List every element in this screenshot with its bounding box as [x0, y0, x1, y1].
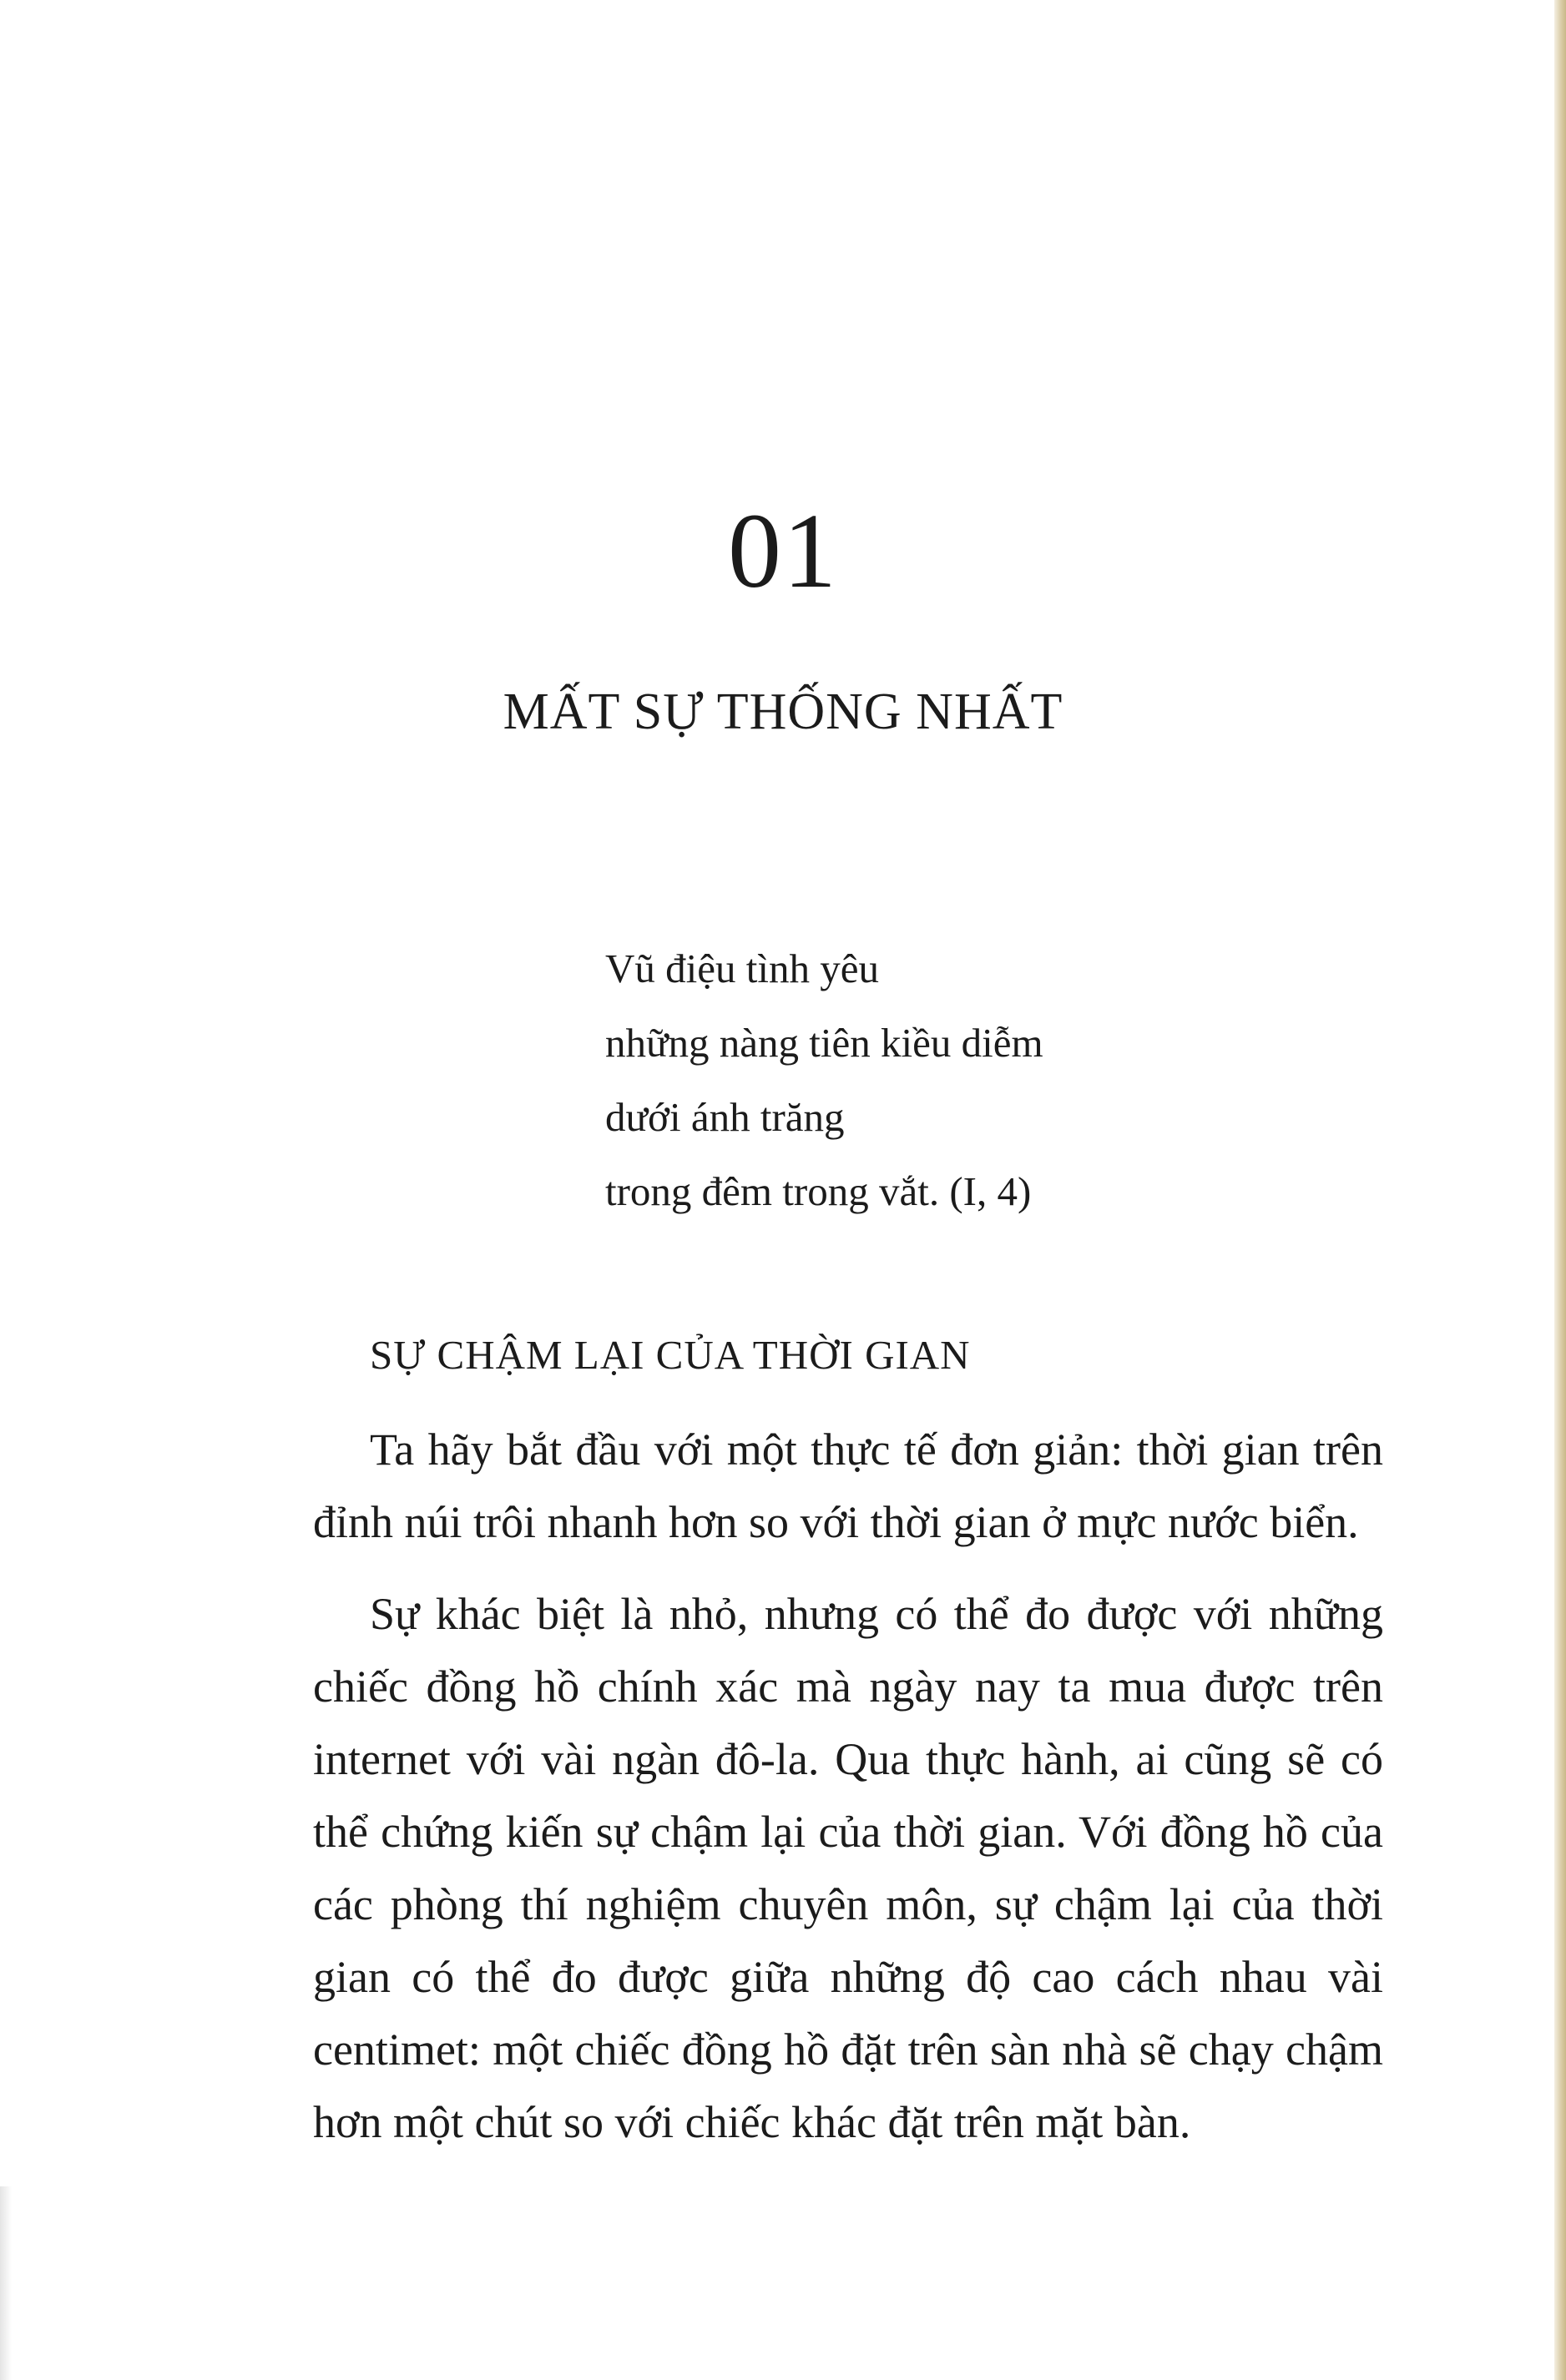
epigraph-line: những nàng tiên kiều diễm — [605, 1020, 1043, 1066]
paragraph: Sự khác biệt là nhỏ, nhưng có thể đo được với những chiếc đồng hồ chính xác mà ngày nay ta mua được trên internet với vài ngàn đô-la. Qua thực hành, ai cũng sẽ có thể chứng kiến sự chậm lại của thời gian. Với đồng hồ của các phòng thí nghiệm chuyên môn, sự chậm lại của thời gian có thể đo được giữa những độ cao cách nhau vài centimet: một chiếc đồng hồ đặt trên sàn nhà sẽ chạy chậm hơn một chút so với chiếc khác đặt trên mặt bàn. — [313, 1589, 1383, 2147]
chapter-number: 01 — [728, 492, 838, 610]
section-heading: SỰ CHẬM LẠI CỦA THỜI GIAN — [370, 1332, 971, 1378]
epigraph-line: Vũ điệu tình yêu — [605, 945, 879, 991]
paragraph: Ta hãy bắt đầu với một thực tế đơn giản: thời gian trên đỉnh núi trôi nhanh hơn so với thời gian ở mực nước biển. — [313, 1424, 1383, 1547]
epigraph-line: dưới ánh trăng — [605, 1094, 845, 1140]
epigraph-line: trong đêm trong vắt. (I, 4) — [605, 1168, 1032, 1214]
body-text — [313, 1414, 1383, 2178]
page-edge — [1554, 0, 1566, 2380]
chapter-title: MẤT SỰ THỐNG NHẤT — [503, 683, 1063, 740]
epigraph — [605, 931, 1043, 1228]
binding-shadow — [0, 2186, 12, 2380]
